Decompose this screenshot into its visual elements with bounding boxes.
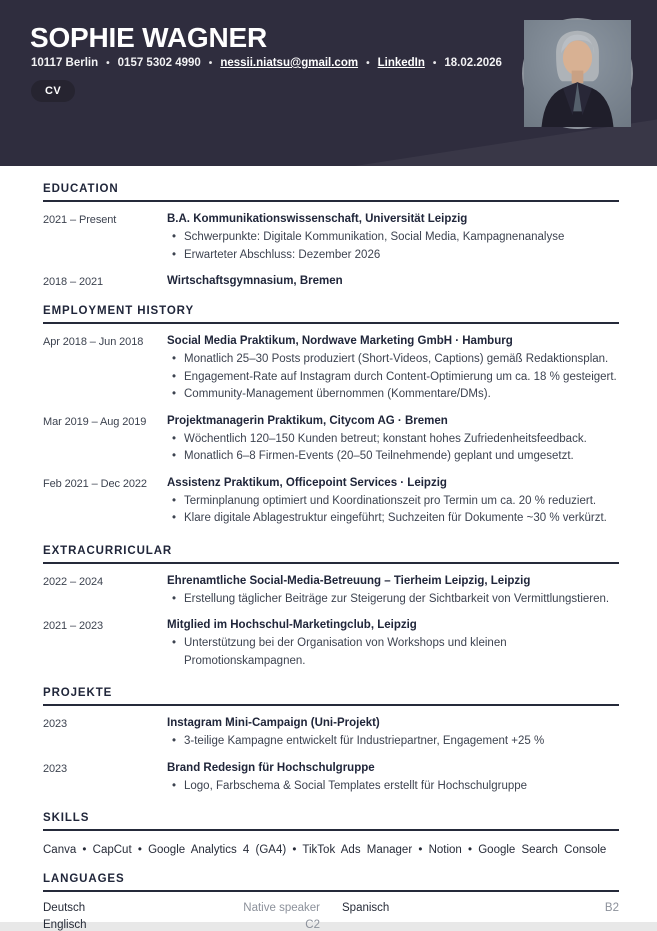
section-extracurricular <box>43 545 619 671</box>
language-name: Deutsch <box>43 902 86 914</box>
separator-dot: • <box>432 57 437 69</box>
entry-bullet: • Monatlich 6–8 Firmen-Events (20–50 Teilnehmende) geplant und umgesetzt. <box>172 448 619 466</box>
entry-bullet: • Community-Management übernommen (Kommentare/DMs). <box>172 386 619 404</box>
entry-bullet: • Terminplanung optimiert und Koordinationszeit pro Termin um ca. 20 % reduziert. <box>172 493 619 511</box>
section-title-projekte: PROJEKTE <box>43 687 619 706</box>
separator-dot: • <box>106 57 110 69</box>
projekt-entry <box>43 762 619 796</box>
entry-bullet: • Schwerpunkte: Digitale Kommunikation, Social Media, Kampagnenanalyse <box>172 229 619 247</box>
section-employment-history <box>43 305 619 528</box>
language-level: C2 <box>305 919 320 931</box>
entry-bullet: • Wöchentlich 120–150 Kunden betreut; konstant hohes Zufriedenheitsfeedback. <box>172 431 619 449</box>
language-item <box>342 902 619 914</box>
entry-bullet: • Logo, Farbschema & Social Templates erstellt für Hochschulgruppe <box>172 778 619 796</box>
employment-entry <box>43 415 619 466</box>
section-skills <box>43 812 619 856</box>
section-education <box>43 183 619 288</box>
entry-title: Projektmanagerin Praktikum, Citycom AG · Bremen <box>167 414 448 427</box>
entry-date: 2021 – 2023 <box>43 620 104 632</box>
entry-bullet: • Erwarteter Abschluss: Dezember 2026 <box>172 247 619 265</box>
separator-dot: • <box>366 57 370 69</box>
employment-entry <box>43 477 619 528</box>
entry-title: Social Media Praktikum, Nordwave Marketing GmbH · Hamburg <box>167 335 513 347</box>
projekt-entry <box>43 717 619 751</box>
entry-title: B.A. Kommunikationswissenschaft, Universität Leipzig <box>167 213 468 225</box>
contact-phone: 0157 5302 4990 <box>117 57 201 69</box>
entry-title: Mitglied im Hochschul-Marketingclub, Leipzig <box>167 619 417 631</box>
entry-date: 2018 – 2021 <box>43 276 104 288</box>
extracurricular-entry <box>43 575 619 609</box>
page-title: SOPHIE WAGNER <box>30 22 267 53</box>
languages-grid <box>43 902 619 931</box>
language-level: Native speaker <box>243 902 320 914</box>
separator-dot: • <box>208 57 213 69</box>
skills-list: Canva • CapCut • Google Analytics 4 (GA4) • TikTok Ads Manager • Notion • Google Search Console <box>43 844 607 856</box>
education-entry <box>43 275 619 288</box>
extracurricular-entry <box>43 619 619 670</box>
entry-date: Mar 2019 – Aug 2019 <box>43 415 147 428</box>
section-title-skills: SKILLS <box>43 812 619 831</box>
entry-title: Assistenz Praktikum, Officepoint Services · Leipzig <box>167 476 447 489</box>
contact-date: 18.02.2026 <box>444 57 502 69</box>
entry-date: 2023 <box>43 762 68 775</box>
section-title-extracurricular: EXTRACURRICULAR <box>43 545 619 564</box>
language-name: Spanisch <box>342 902 390 914</box>
cv-body <box>0 166 657 931</box>
entry-bullet: • Engagement-Rate auf Instagram durch Content-Optimierung um ca. 18 % gesteigert. <box>172 369 619 387</box>
entry-bullet: • Monatlich 25–30 Posts produziert (Short-Videos, Captions) gemäß Redaktionsplan. <box>172 351 619 369</box>
contact-location: 10117 Berlin <box>31 57 99 69</box>
contact-line <box>31 57 502 69</box>
entry-date: 2023 <box>43 718 68 730</box>
entry-bullet: • Unterstützung bei der Organisation von Workshops und kleinen Promotionskampagnen. <box>172 635 619 670</box>
entry-bullet: • 3-teilige Kampagne entwickelt für Industriepartner, Engagement +25 % <box>172 733 619 751</box>
entry-date: Apr 2018 – Jun 2018 <box>43 336 144 348</box>
section-title-education: EDUCATION <box>43 183 619 202</box>
portrait-illustration <box>524 20 631 127</box>
language-level: B2 <box>604 902 619 914</box>
section-languages <box>43 873 619 931</box>
cv-header <box>0 0 657 166</box>
section-projekte <box>43 687 619 795</box>
language-item <box>43 902 320 914</box>
section-title-languages: LANGUAGES <box>43 873 619 892</box>
entry-title: Brand Redesign für Hochschulgruppe <box>167 761 375 774</box>
entry-title: Instagram Mini-Campaign (Uni-Projekt) <box>167 717 380 729</box>
email-link[interactable]: nessii.niatsu@gmail.com <box>220 57 359 69</box>
linkedin-link[interactable]: LinkedIn <box>377 57 425 69</box>
entry-date: 2021 – Present <box>43 214 117 226</box>
profile-photo <box>522 18 633 129</box>
section-title-employment: EMPLOYMENT HISTORY <box>43 305 619 324</box>
entry-title: Wirtschaftsgymnasium, Bremen <box>167 275 343 287</box>
entry-date: 2022 – 2024 <box>43 575 104 588</box>
entry-bullet: • Klare digitale Ablagestruktur eingeführt; Suchzeiten für Dokumente ~30 % verkürzt. <box>172 510 619 528</box>
entry-bullet: • Erstellung täglicher Beiträge zur Steigerung der Sichtbarkeit von Vermittlungstieren. <box>172 591 619 609</box>
language-name: Englisch <box>43 919 87 931</box>
cv-badge: CV <box>31 80 75 102</box>
language-item <box>43 919 320 931</box>
entry-date: Feb 2021 – Dec 2022 <box>43 477 147 490</box>
employment-entry <box>43 335 619 404</box>
education-entry <box>43 213 619 264</box>
entry-title: Ehrenamtliche Social-Media-Betreuung – Tierheim Leipzig, Leipzig <box>167 574 531 587</box>
